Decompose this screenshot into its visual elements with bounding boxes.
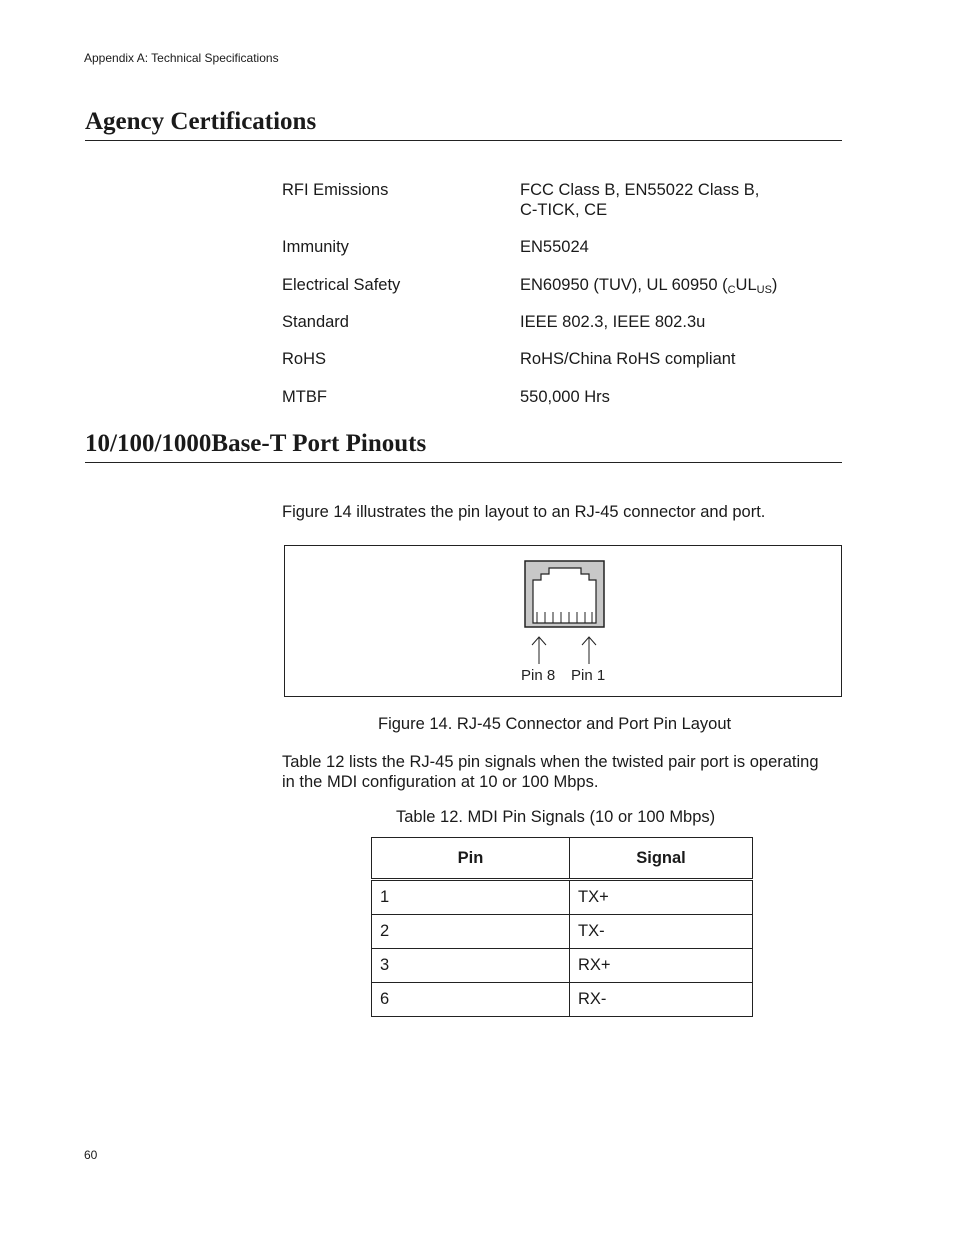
- spec-value-line: FCC Class B, EN55022 Class B,: [520, 181, 760, 199]
- safety-sub-us: US: [756, 284, 772, 296]
- section-title-port-pinouts: 10/100/1000Base-T Port Pinouts: [85, 430, 427, 457]
- rj45-connector-diagram: [285, 546, 841, 696]
- section-rule: [85, 462, 842, 463]
- pin-cell: 2: [372, 915, 570, 949]
- section-rule: [85, 140, 842, 141]
- signal-cell: RX+: [570, 949, 753, 983]
- signal-cell: TX+: [570, 880, 753, 915]
- column-header-signal: Signal: [570, 838, 753, 880]
- spec-label-rfi-emissions: RFI Emissions: [282, 181, 389, 199]
- table-row: [372, 983, 753, 1017]
- spec-label-electrical-safety: Electrical Safety: [282, 276, 401, 294]
- safety-ul: UL: [735, 276, 757, 294]
- table-row: [372, 880, 753, 915]
- table-intro-line: in the MDI configuration at 10 or 100 Mbps.: [282, 773, 599, 791]
- rj45-opening: [533, 568, 596, 623]
- table-intro-line: Table 12 lists the RJ-45 pin signals when the twisted pair port is operating: [282, 753, 819, 771]
- spec-label-standard: Standard: [282, 313, 349, 331]
- column-header-pin: Pin: [372, 838, 570, 880]
- safety-sub-c: C: [727, 284, 736, 296]
- pin-8-label: Pin 8: [521, 667, 556, 684]
- section-title-agency-certifications: Agency Certifications: [85, 108, 317, 135]
- pin-cell: 3: [372, 949, 570, 983]
- spec-value-rfi-emissions: [520, 180, 759, 220]
- spec-label-mtbf: MTBF: [282, 388, 327, 406]
- spec-label-immunity: Immunity: [282, 238, 349, 256]
- spec-label-rohs: RoHS: [282, 350, 327, 368]
- spec-value-mtbf: 550,000 Hrs: [520, 388, 610, 406]
- safety-suffix: ): [771, 276, 778, 294]
- spec-value-standard: IEEE 802.3, IEEE 802.3u: [520, 313, 706, 331]
- figure-caption: Figure 14. RJ-45 Connector and Port Pin Layout: [378, 715, 732, 733]
- pin-arrows: [532, 637, 596, 664]
- pin-1-label: Pin 1: [571, 667, 606, 684]
- pin-cell: 1: [372, 880, 570, 915]
- signal-cell: RX-: [570, 983, 753, 1017]
- spec-value-electrical-safety: [520, 275, 777, 300]
- spec-value-rohs: RoHS/China RoHS compliant: [520, 350, 736, 368]
- running-head: Appendix A: Technical Specifications: [84, 51, 279, 65]
- table-caption: Table 12. MDI Pin Signals (10 or 100 Mbps): [396, 808, 716, 826]
- pin-cell: 6: [372, 983, 570, 1017]
- spec-value-line: C-TICK, CE: [520, 201, 608, 219]
- page-number: 60: [84, 1148, 98, 1162]
- table-row: [372, 915, 753, 949]
- figure-intro-text: Figure 14 illustrates the pin layout to an RJ-45 connector and port.: [282, 503, 766, 521]
- safety-prefix: EN60950 (TUV), UL 60950 (: [520, 276, 728, 294]
- table-row: [372, 949, 753, 983]
- figure-rj45: [284, 545, 842, 697]
- table-intro-text: [282, 752, 852, 792]
- table-header-row: [372, 838, 753, 880]
- signal-cell: TX-: [570, 915, 753, 949]
- mdi-pin-signals-table: [371, 837, 753, 1017]
- spec-value-immunity: EN55024: [520, 238, 589, 256]
